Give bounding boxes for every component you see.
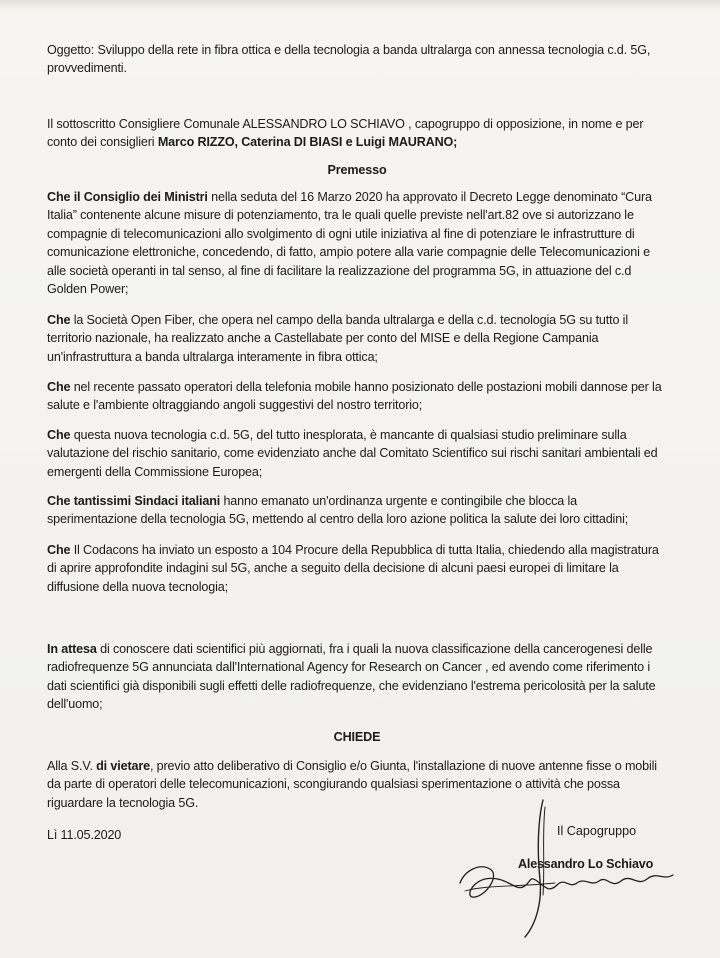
subject-label: Oggetto:: [47, 43, 95, 57]
waiting-paragraph: [47, 640, 667, 714]
premise-paragraph: [47, 492, 667, 529]
request-text-end: , previo atto deliberativo di Consiglio e/o Giunta, l'installazione di nuove antenne fisse o mobili da parte di operatori delle telecomunicazioni, scongiurando qualsiasi sperimentazione o attività che possa riguardare la tecnologia 5G.: [47, 759, 657, 810]
signer-name: Alessandro Lo Schiavo: [518, 857, 654, 871]
scan-edge-shadow: [0, 0, 720, 10]
signature-role: Il Capogruppo: [557, 824, 637, 838]
premise-paragraph: [47, 188, 667, 298]
premise-lead: Che: [47, 380, 71, 394]
premise-paragraph: [47, 541, 667, 596]
premise-text: nel recente passato operatori della telefonia mobile hanno posizionato delle postazioni mobili dannose per la salute e l'ambiente oltraggiando angoli suggestivi del nostro territorio;: [47, 380, 662, 413]
document-date: Lì 11.05.2020: [47, 828, 122, 842]
premise-text: hanno emanato un'ordinanza urgente e contingibile che blocca la sperimentazione della tecnologia 5G, mettendo al centro della loro azione politica la salute dei loro cittadini;: [47, 494, 629, 527]
premise-paragraph: [47, 311, 667, 366]
handwritten-signature: [445, 795, 685, 945]
premise-text: la Società Open Fiber, che opera nel campo della banda ultralarga e della c.d. tecnologia 5G su tutto il territorio nazionale, ha realizzato anche a Castellabate per conto del MISE e della Regione Campania un'infrastruttura a banda ultralarga interamente in fibra ottica;: [47, 313, 628, 364]
premesso-heading: Premesso: [327, 163, 387, 177]
premise-text: di conoscere dati scientifici più aggiornati, fra i quali la nuova classificazione della cancerogenesi delle radiofrequenze 5G annunciata dall'International Agency for Research on Cancer , ed avendo come riferimento i dati scientifici già disponibili sugli effetti delle radiofrequenze, che evidenziano l'estrema pericolosità per la salute dell'uomo;: [47, 642, 656, 712]
intro-text: Il sottoscritto Consigliere Comunale ALESSANDRO LO SCHIAVO , capogruppo di opposizione, in nome e per conto dei consiglieri: [47, 117, 644, 150]
premise-text: questa nuova tecnologia c.d. 5G, del tutto inesplorata, è mancante di qualsiasi studio preliminare sulla valutazione del rischio sanitario, come evidenziato anche dal Comitato Scientifico sui rischi sanitari ambientali ed emergenti della Commissione Europea;: [47, 428, 658, 479]
premise-lead: Che il Consiglio dei Ministri: [47, 190, 208, 204]
intro-councillor-names: Marco RIZZO, Caterina DI BIASI e Luigi MAURANO;: [157, 135, 458, 150]
subject-line: [47, 41, 667, 78]
premise-text: nella seduta del 16 Marzo 2020 ha approvato il Decreto Legge denominato “Cura Italia” contenente alcune misure di potenziamento, tra le quali quelle previste nell'art.82 ove si autorizzano le compagnie di telecomunicazioni allo svolgimento di ogni utile iniziativa al fine di potenziare le infrastrutture di comunicazione elettroniche, concedendo, di fatto, ampio potere alla varie compagnie delle Telecomunicazioni e alle società operanti in tal senso, al fine di facilitare la realizzazione del programma 5G, in attuazione del c.d Golden Power;: [47, 190, 652, 297]
premise-lead: In attesa: [47, 642, 97, 656]
premise-text: Il Codacons ha inviato un esposto a 104 Procure della Repubblica di tutta Italia, chiedendo alla magistratura di aprire approfondite indagini sul 5G, anche a seguito della decisione di alcuni paesi europei di limitare la diffusione della nuova tecnologia;: [47, 543, 659, 594]
request-bold: di vietare: [96, 759, 150, 773]
premise-paragraph: [47, 378, 667, 415]
premise-lead: Che: [47, 313, 71, 327]
request-text-start: Alla S.V.: [47, 759, 97, 773]
subject-text: Sviluppo della rete in fibra ottica e della tecnologia a banda ultralarga con annessa tecnologia c.d. 5G, provvedimenti.: [47, 43, 651, 76]
premise-lead: Che: [47, 428, 71, 442]
chiede-heading: CHIEDE: [333, 730, 381, 744]
premise-lead: Che tantissimi Sindaci italiani: [47, 494, 221, 508]
premise-paragraph: [47, 426, 667, 481]
intro-paragraph: [47, 115, 667, 152]
premise-lead: Che: [47, 543, 71, 557]
